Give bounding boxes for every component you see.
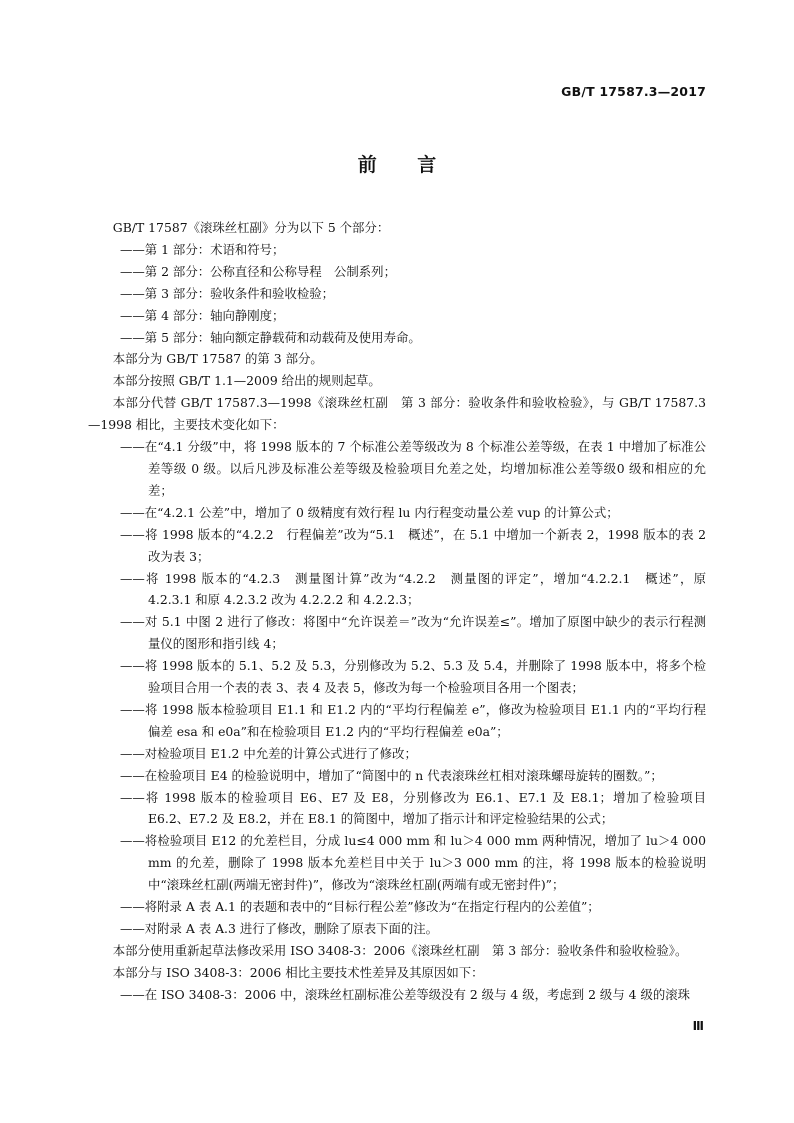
paragraph: 本部分代替 GB/T 17587.3—1998《滚珠丝杠副 第 3 部分：验收条件和验收检验》，与 GB/T 17587.3—1998 相比，主要技术变化如下： xyxy=(88,395,706,433)
list-item: ——将 1998 版本检验项目 E1.1 和 E1.2 内的“平均行程偏差 e”，修改为检验项目 E1.1 内的“平均行程偏差 esa 和 e0a”和在检验项目 E1.2 内的“平均行程偏差 e0a”； xyxy=(120,701,706,739)
list-item: ——将 1998 版本的 5.1、5.2 及 5.3，分别修改为 5.2、5.3 及 5.4，并删除了 1998 版本中，将多个检验项目合用一个表的表 3、表 4 及表 5，修改为每一个检验项目各用一个图表； xyxy=(120,658,706,696)
page-title: 前 言 xyxy=(357,154,437,176)
list-item: ——第 2 部分：公称直径和公称导程 公制系列； xyxy=(120,263,396,279)
list-item: ——将 1998 版本的检验项目 E6、E7 及 E8，分别修改为 E6.1、E7.1 及 E8.1；增加了检验项目 E6.2、E7.2 及 E8.2，并在 E8.1 的简图中，增加了指示计和评定检验结果的公式； xyxy=(120,789,706,827)
list-item: ——对检验项目 E1.2 中允差的计算公式进行了修改； xyxy=(120,745,417,761)
list-item: ——第 3 部分：验收条件和验收检验； xyxy=(120,285,335,301)
paragraph: 本部分与 ISO 3408-3：2006 相比主要技术性差异及其原因如下： xyxy=(112,964,484,980)
paragraph: 本部分使用重新起草法修改采用 ISO 3408-3：2006《滚珠丝杠副 第 3 部分：验收条件和验收检验》。 xyxy=(112,942,688,958)
list-item: ——在检验项目 E4 的检验说明中，增加了“简图中的 n 代表滚珠丝杠相对滚珠螺母旋转的圈数。”； xyxy=(120,767,663,783)
list-item: ——对附录 A 表 A.3 进行了修改，删除了原表下面的注。 xyxy=(120,921,439,936)
foreword-body xyxy=(88,217,706,1006)
list-item: ——在“4.1 分级”中，将 1998 版本的 7 个标准公差等级改为 8 个标准公差等级，在表 1 中增加了标准公差等级 0 级。以后凡涉及标准公差等级及检验项目允差之处，均增加标准公差等级0 级和相应的允差； xyxy=(120,439,706,498)
list-item: ——将 1998 版本的“4.2.2 行程偏差”改为“5.1 概述”，在 5.1 中增加一个新表 2，1998 版本的表 2 改为表 3； xyxy=(120,526,706,564)
list-item: ——将 1998 版本的“4.2.3 测量图计算”改为“4.2.2 测量图的评定”，增加“4.2.2.1 概述”，原 4.2.3.1 和原 4.2.3.2 改为 4.2.2.2 和 4.2.2.3； xyxy=(120,570,706,608)
list-item: ——第 5 部分：轴向额定静载荷和动载荷及使用寿命。 xyxy=(120,329,421,345)
list-item: ——在“4.2.1 公差”中，增加了 0 级精度有效行程 lu 内行程变动量公差 vup 的计算公式； xyxy=(120,504,619,520)
paragraph: GB/T 17587《滚珠丝杠副》分为以下 5 个部分： xyxy=(112,220,390,235)
list-item: ——对 5.1 中图 2 进行了修改：将图中“允许误差＝”改为“允许误差≤”。增加了原图中缺少的表示行程测量仪的图形和指引线 4； xyxy=(120,614,706,652)
list-item: ——在 ISO 3408-3：2006 中，滚珠丝杠副标准公差等级没有 2 级与 4 级，考虑到 2 级与 4 级的滚珠 xyxy=(120,986,691,1002)
list-item: ——将检验项目 E12 的允差栏目，分成 lu≤4 000 mm 和 lu＞4 000 mm 两种情况，增加了 lu＞4 000 mm 的允差，删除了 1998 版本允差栏目中关于 lu＞3 000 mm 的注，将 1998 版本的检验说明中“滚珠丝杠副(两端无密封件)”，修改为“滚珠丝杠副(两端有或无密封件)”； xyxy=(120,833,706,893)
paragraph: 本部分为 GB/T 17587 的第 3 部分。 xyxy=(112,351,323,367)
standard-code: GB/T 17587.3—2017 xyxy=(561,84,706,99)
list-item: ——将附录 A 表 A.1 的表题和表中的“目标行程公差”修改为“在指定行程内的公差值”； xyxy=(120,899,600,915)
paragraph: 本部分按照 GB/T 1.1—2009 给出的规则起草。 xyxy=(112,373,381,389)
page-number: Ⅲ xyxy=(692,1019,704,1033)
list-item: ——第 4 部分：轴向静刚度； xyxy=(120,307,285,323)
list-item: ——第 1 部分：术语和符号； xyxy=(120,241,285,257)
